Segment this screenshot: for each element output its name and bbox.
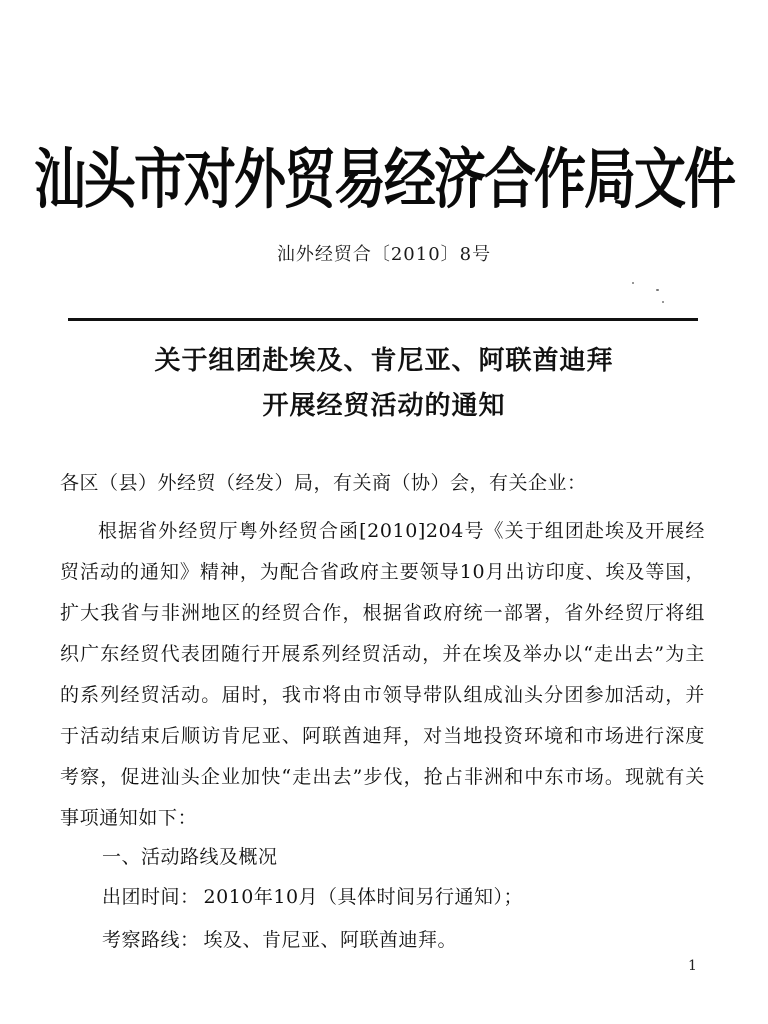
page-number: 1	[688, 958, 697, 974]
departure-time-label: 出团时间：	[102, 886, 200, 908]
departure-time-row	[102, 882, 523, 909]
salutation: 各区（县）外经贸（经发）局，有关商（协）会，有关企业：	[60, 472, 587, 494]
scan-speck	[656, 289, 659, 291]
header-divider	[68, 318, 698, 321]
scan-speck	[662, 301, 664, 303]
body-paragraph: 根据省外经贸厅粤外经贸合函[2010]204号《关于组团赴埃及开展经贸活动的通知》精神，为配合省政府主要领导10月出访印度、埃及等国，扩大我省与非洲地区的经贸合作，根据省政府统一部署，省外经贸厅将组织广东经贸代表团随行开展系列经贸活动，并在埃及举办以“走出去”为主的系列经贸活动。届时，我市将由市领导带队组成汕头分团参加活动，并于活动结束后顺访肯尼亚、阿联酋迪拜，对当地投资环境和市场进行深度考察，促进汕头企业加快“走出去”步伐，抢占非洲和中东市场。现就有关事项通知如下：	[60, 520, 705, 829]
subject-line-2: 开展经贸活动的通知	[262, 391, 506, 421]
route-row	[102, 925, 457, 952]
route-label: 考察路线：	[102, 929, 200, 951]
departure-time-value: 2010年10月（具体时间另行通知）；	[203, 886, 524, 908]
document-header-title: 汕头市对外贸易经济合作局文件	[33, 142, 734, 218]
route-value: 埃及、肯尼亚、阿联酋迪拜。	[203, 929, 458, 951]
subject-line-1: 关于组团赴埃及、肯尼亚、阿联酋迪拜	[154, 346, 614, 376]
document-number: 汕外经贸合〔2010〕8号	[276, 244, 492, 265]
section-heading-1: 一、活动路线及概况	[102, 846, 278, 868]
scan-speck	[632, 282, 634, 284]
